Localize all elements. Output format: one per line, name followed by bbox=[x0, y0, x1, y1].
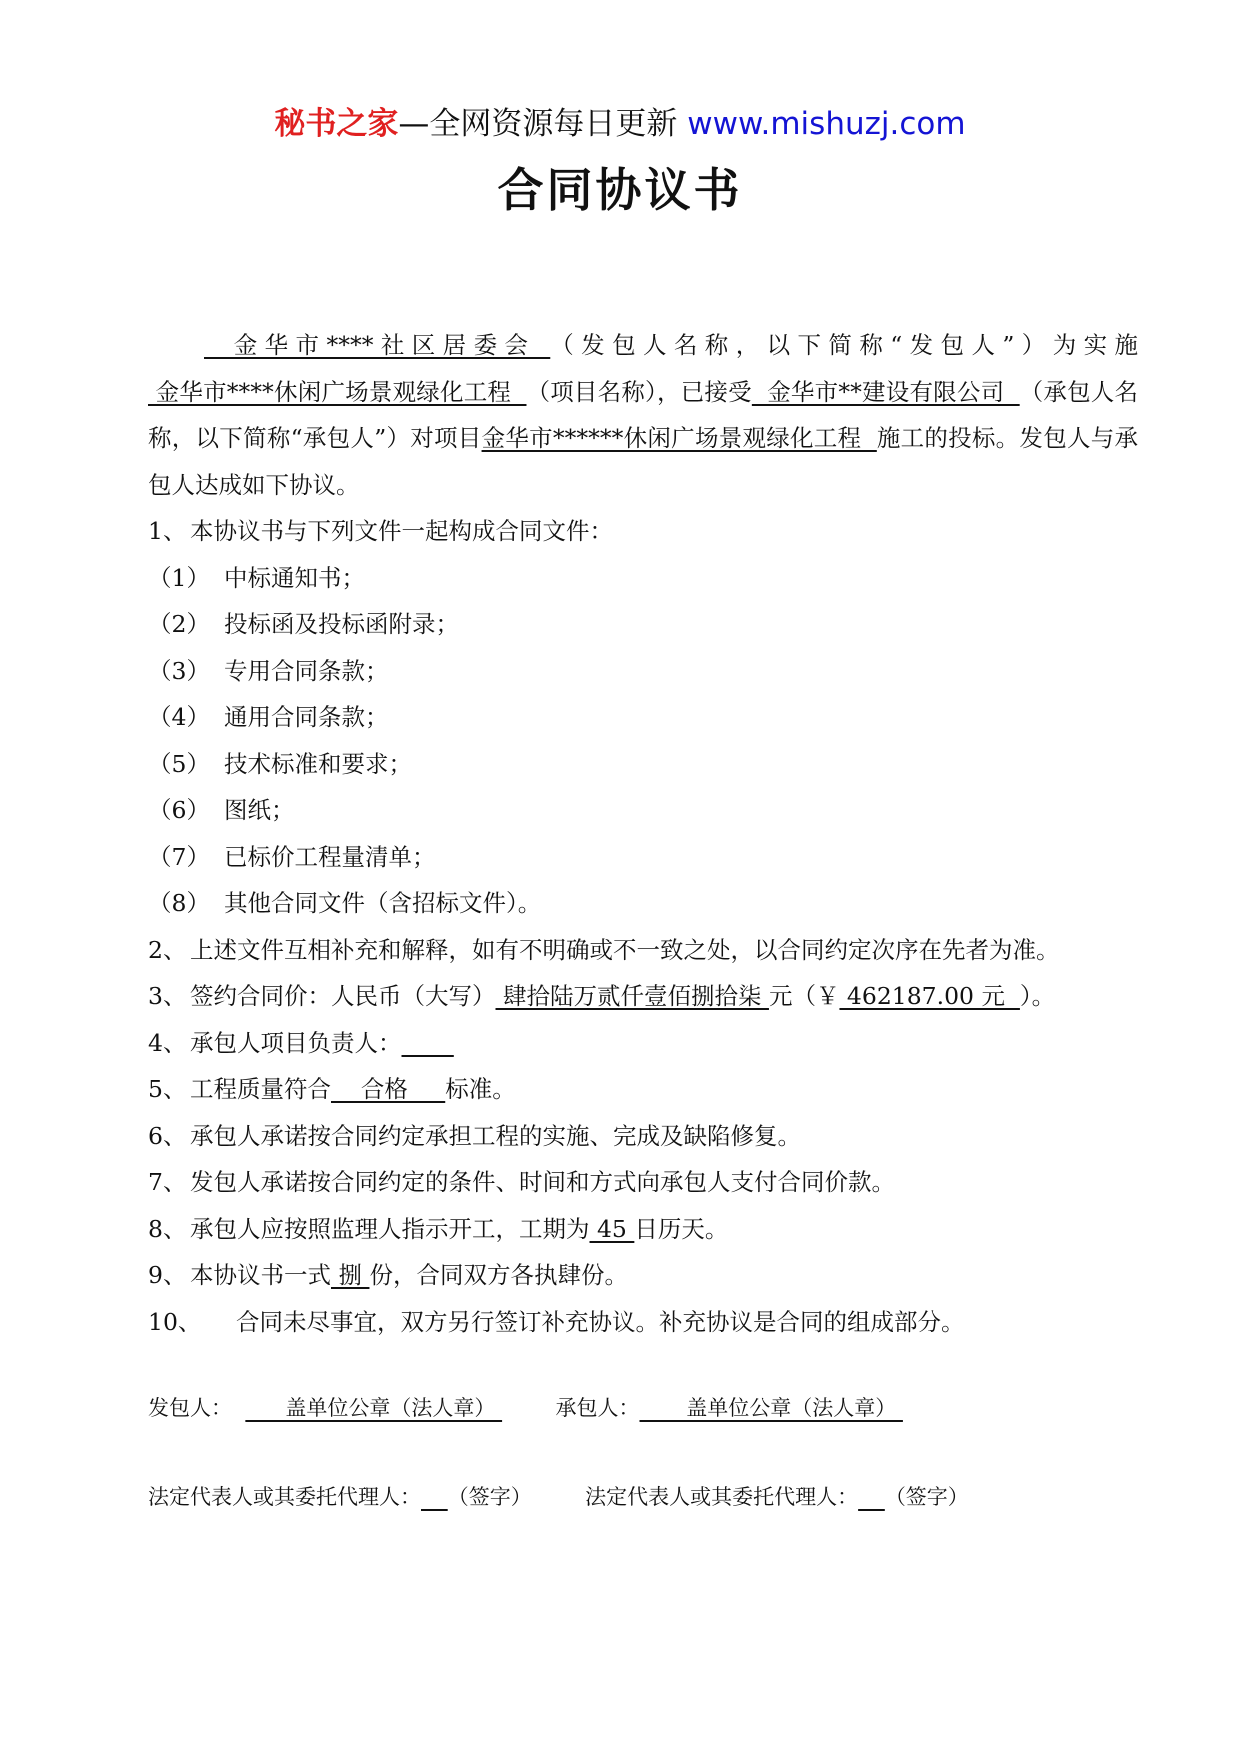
item-1: 1、 本协议书与下列文件一起构成合同文件： bbox=[148, 517, 613, 545]
document-title: 合同协议书 bbox=[497, 163, 743, 217]
doc-item-8: （8） 其他合同文件（含招标文件）。 bbox=[148, 889, 542, 917]
project-name-2: 金华市******休闲广场景观绿化工程 bbox=[481, 424, 877, 452]
document-body bbox=[148, 322, 1138, 1345]
site-url[interactable]: www.mishuzj.com bbox=[687, 106, 966, 142]
amount-in-figures: 462187.00 元 bbox=[839, 982, 1020, 1010]
item-6: 6、 承包人承诺按合同约定承担工程的实施、完成及缺陷修复。 bbox=[148, 1121, 801, 1150]
item-8: 8、 承包人应按照监理人指示开工，工期为 45 日历天。 bbox=[148, 1206, 1138, 1253]
employer-seal: 盖单位公章（法人章） bbox=[245, 1396, 503, 1420]
doc-item-7: （7） 已标价工程量清单； bbox=[148, 842, 436, 871]
site-header bbox=[0, 100, 1240, 148]
employer-name: 金华市****社区居委会 bbox=[204, 331, 551, 359]
quality-standard: 合格 bbox=[331, 1075, 446, 1103]
doc-item-1: （1） 中标通知书； bbox=[148, 563, 365, 592]
item-7: 7、 发包人承诺按合同约定的条件、时间和方式向承包人支付合同价款。 bbox=[148, 1168, 895, 1196]
doc-item-5: （5） 技术标准和要求； bbox=[148, 749, 412, 778]
doc-item-3: （3） 专用合同条款； bbox=[148, 656, 389, 685]
item-5: 5、 工程质量符合 合格 标准。 bbox=[148, 1066, 1138, 1113]
representative-signatures: 法定代表人或其委托代理人： （签字） 法定代表人或其委托代理人： （签字） bbox=[148, 1485, 969, 1509]
intro-paragraph: 金华市****社区居委会 （发包人名称，以下简称“发包人”）为实施 金华市****休闲广场景观绿化工程 （项目名称），已接受 金华市**建设有限公司 （承包人名称，以下简称“承包人”）对项目金华市******休闲广场景观绿化工程 施工的投标。发包人与承包人达成如下协议。 bbox=[148, 331, 1139, 499]
project-name: 金华市****休闲广场景观绿化工程 bbox=[148, 377, 527, 406]
employer-rep-blank[interactable] bbox=[421, 1485, 448, 1509]
amount-in-words: 肆拾陆万贰仟壹佰捌拾柒 bbox=[495, 982, 769, 1010]
contractor-rep-blank[interactable] bbox=[858, 1485, 885, 1509]
copy-count: 捌 bbox=[331, 1261, 370, 1289]
contractor-name: 金华市**建设有限公司 bbox=[751, 377, 1020, 406]
contractor-seal: 盖单位公章（法人章） bbox=[639, 1396, 903, 1420]
duration-days: 45 bbox=[589, 1214, 635, 1243]
doc-item-4: （4） 通用合同条款； bbox=[148, 703, 389, 731]
item-3-contract-price: 3、 签约合同价：人民币（大写） 肆拾陆万贰仟壹佰捌拾柒 元（￥ 462187.00 元 ）。 bbox=[148, 973, 1138, 1020]
project-manager-blank[interactable] bbox=[402, 1020, 454, 1067]
brand-name: 秘书之家 bbox=[274, 106, 399, 142]
item-2: 2、 上述文件互相补充和解释，如有不明确或不一致之处，以合同约定次序在先者为准。 bbox=[148, 935, 1060, 964]
item-9: 9、 本协议书一式 捌 份，合同双方各执肆份。 bbox=[148, 1252, 1138, 1299]
header-tagline: —全网资源每日更新 bbox=[398, 106, 678, 142]
party-seals: 发包人： 盖单位公章（法人章） 承包人： 盖单位公章（法人章） bbox=[148, 1396, 903, 1420]
doc-item-6: （6） 图纸； bbox=[148, 796, 295, 824]
doc-item-2: （2） 投标函及投标函附录； bbox=[148, 610, 459, 638]
item-10: 10、 合同未尽事宜，双方另行签订补充协议。补充协议是合同的组成部分。 bbox=[148, 1307, 965, 1336]
item-4: 4、 承包人项目负责人： bbox=[148, 1020, 1138, 1067]
